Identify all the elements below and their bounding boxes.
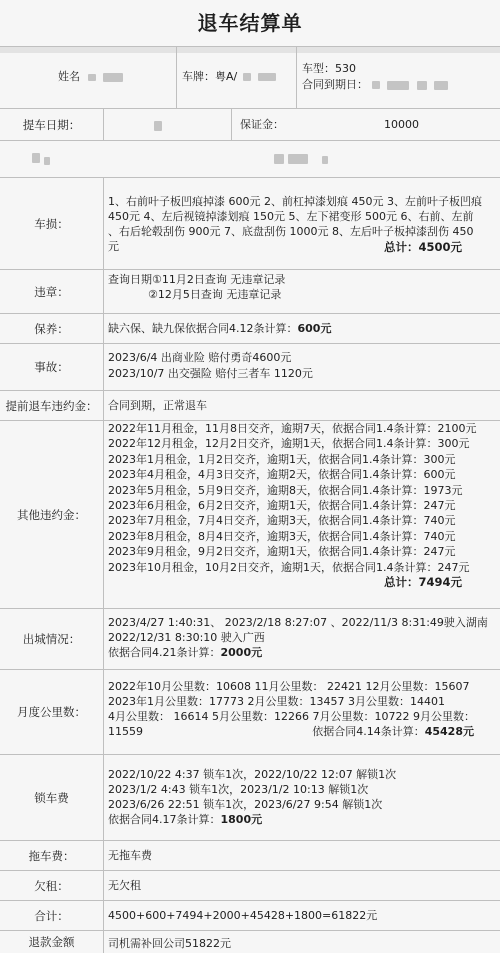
early-return-text: 合同到期，正常退车	[108, 399, 207, 412]
out-of-city-label: 出城情况：	[0, 609, 104, 669]
row-sum	[0, 900, 500, 930]
other-penalty-label: 其他违约金：	[0, 421, 104, 608]
mileage-calc: 依据合同4.14条计算：45428元	[312, 725, 474, 738]
early-return-label: 提前退车违约金：	[0, 391, 104, 420]
row-arrears	[0, 870, 500, 900]
mileage-label: 月度公里数：	[0, 670, 104, 754]
damage-line: 、右后轮毂刮伤 900元 7、底盘刮伤 1000元 8、左后叶子板掉漆刮伤 450	[108, 225, 474, 238]
arrears-label: 欠租：	[0, 871, 104, 900]
row-pickup	[0, 108, 500, 140]
plate-field: 车牌：粤A/	[182, 69, 276, 84]
refund-label: 退款金额	[0, 931, 104, 953]
sum-label: 合计：	[0, 901, 104, 930]
row-other-penalty	[0, 420, 500, 608]
row-accident	[0, 343, 500, 390]
accident-line: 2023/6/4 出商业险 赔付勇奇4600元	[108, 351, 292, 364]
deposit-value: 10000	[384, 118, 419, 131]
out-of-city-calc: 依据合同4.21条计算：2000元	[108, 646, 263, 659]
penalty-line: 2022年12月租金，12月2日交齐，逾期1天，依据合同1.4条计算：300元	[108, 437, 470, 451]
row-name	[0, 46, 500, 108]
mileage-line: 11559	[108, 725, 143, 738]
model-field: 车型：530	[302, 62, 356, 75]
accident-line: 2023/10/7 出交强险 赔付三者车 1120元	[108, 367, 313, 380]
row-damage	[0, 177, 500, 269]
penalty-line: 2023年4月租金，4月3日交齐，逾期2天，依据合同1.4条计算：600元	[108, 468, 456, 482]
lock-line: 2022/10/22 4:37 锁车1次，2022/10/22 12:07 解锁1次	[108, 768, 397, 781]
penalty-line: 2023年6月租金，6月2日交齐，逾期1天，依据合同1.4条计算：247元	[108, 499, 456, 512]
damage-line: 元	[108, 240, 119, 253]
maintenance-text: 缺六保、缺九保依据合同4.12条计算：600元	[108, 322, 332, 335]
violation-label: 违章：	[0, 270, 104, 313]
row-mileage	[0, 669, 500, 754]
out-of-city-line: 2023/4/27 1:40:31、 2023/2/18 8:27:07 、2022/11/3 8:31:49驶入湖南	[108, 616, 488, 629]
penalty-line: 2023年9月租金，9月2日交齐，逾期1天，依据合同1.4条计算：247元	[108, 545, 456, 559]
penalty-line: 2023年1月租金，1月2日交齐，逾期1天，依据合同1.4条计算：300元	[108, 452, 456, 466]
tow-text: 无拖车费	[108, 849, 152, 862]
penalty-line: 2023年5月租金，5月9日交齐，逾期8天，依据合同1.4条计算：1973元	[108, 483, 463, 497]
violation-line: ②12月5日查询 无违章记录	[148, 288, 282, 301]
out-of-city-line: 2022/12/31 8:30:10 驶入广西	[108, 631, 265, 644]
lock-line: 2023/6/26 22:51 锁车1次，2023/6/27 9:54 解锁1次	[108, 798, 383, 811]
penalty-line: 2022年11月租金，11月8日交齐，逾期7天，依据合同1.4条计算：2100元	[108, 422, 477, 435]
damage-line: 1、右前叶子板凹痕掉漆 600元 2、前杠掉漆划痕 450元 3、左前叶子板凹痕	[108, 195, 482, 208]
damage-total: 总计：4500元	[383, 240, 462, 254]
row-early-return	[0, 390, 500, 420]
row-lock-fee	[0, 754, 500, 840]
name-label: 姓名	[58, 69, 123, 84]
penalty-line: 2023年10月租金，10月2日交齐，逾期1天，依据合同1.4条计算：247元	[108, 560, 470, 574]
accident-label: 事故：	[0, 344, 104, 390]
damage-line: 450元 4、左后视镜掉漆划痕 150元 5、左下裙变形 500元 6、右前、左前	[108, 210, 474, 223]
lock-fee-label: 锁车费	[0, 755, 104, 840]
row-maintenance	[0, 313, 500, 343]
mileage-line: 2023年1月公里数：17773 2月公里数：13457 3月公里数：14401	[108, 695, 445, 708]
sheet-title: 退车结算单	[197, 11, 303, 35]
sum-text: 4500+600+7494+2000+45428+1800=61822元	[108, 909, 378, 922]
pickup-date-label: 提车日期：	[0, 109, 104, 140]
pickup-date-value	[154, 118, 162, 133]
tow-label: 拖车费：	[0, 841, 104, 870]
refund-text: 司机需补回公司51822元	[108, 937, 231, 950]
lock-line: 2023/1/2 4:43 锁车1次，2023/1/2 10:13 解锁1次	[108, 783, 369, 796]
arrears-text: 无欠租	[108, 879, 141, 892]
penalty-line: 2023年8月租金，8月4日交齐，逾期3天，依据合同1.4条计算：740元	[108, 529, 456, 543]
damage-label: 车损：	[0, 178, 104, 269]
contract-end-field: 合同到期日：	[302, 77, 448, 92]
deposit-label: 保证金：	[240, 118, 284, 131]
row-refund	[0, 930, 500, 953]
row-redacted	[0, 140, 500, 177]
penalty-total: 总计：7494元	[383, 575, 462, 589]
row-out-of-city	[0, 608, 500, 669]
redaction-strip	[0, 47, 500, 53]
penalty-line: 2023年7月租金，7月4日交齐，逾期3天，依据合同1.4条计算：740元	[108, 514, 456, 528]
violation-line: 查询日期①11月2日查询 无违章记录	[108, 273, 286, 286]
mileage-line: 4月公里数： 16614 5月公里数：12266 7月公里数：10722 9月公里数：	[108, 710, 475, 723]
mileage-line: 2022年10月公里数：10608 11月公里数： 22421 12月公里数：15607	[108, 680, 470, 693]
row-violation	[0, 269, 500, 313]
maintenance-label: 保养：	[0, 314, 104, 343]
row-tow	[0, 840, 500, 870]
lock-calc: 依据合同4.17条计算：1800元	[108, 813, 263, 826]
